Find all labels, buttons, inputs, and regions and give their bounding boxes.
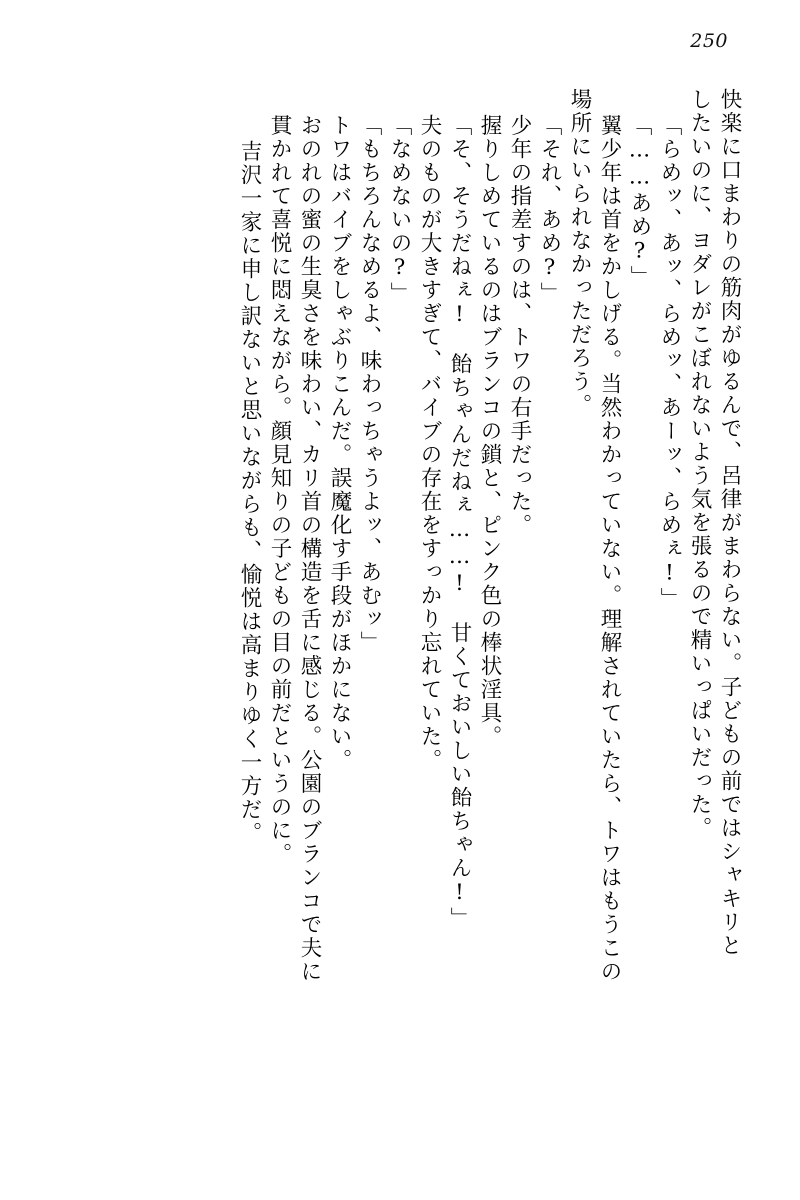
text-column: 翼少年は首をかしげる。当然わかっていない。理解されていたら、トワはもうこの: [597, 114, 622, 984]
text-column: 吉沢一家に申し訳ないと思いながらも、愉悦は高まりゆく一方だ。: [237, 140, 262, 845]
text-column: 「……あめ?」: [627, 114, 652, 289]
text-column: 「らめッ、あッ、らめッ、あーッ、らめぇ!」: [657, 114, 682, 611]
text-column: 貫かれて喜悦に悶えながら。顔見知りの子どもの目の前だというのに。: [267, 114, 292, 866]
page-number: 250: [690, 30, 728, 52]
vertical-text-body: [56, 88, 740, 1128]
text-column: 「そ、そうだねぇ! 飴ちゃんだねぇ……! 甘くておいしい飴ちゃん!」: [447, 114, 472, 931]
text-column: 少年の指差すのは、トワの右手だった。: [507, 114, 532, 537]
text-column: したいのに、ヨダレがこぼれないよう気を張るので精いっぱいだった。: [687, 88, 712, 840]
text-column: 快楽に口まわりの筋肉がゆるんで、呂律がまわらない。子どもの前ではシャキリと: [717, 88, 742, 958]
text-column: 「それ、あめ?」: [537, 114, 562, 306]
text-column: 握りしめているのはブランコの鎖と、ピンク色の棒状淫具。: [477, 114, 502, 749]
text-column: トワはバイブをしゃぶりこんだ。誤魔化す手段がほかにない。: [327, 114, 352, 772]
text-column: 「もちろんなめるよ、味わっちゃうよッ、あむッ」: [357, 114, 382, 655]
text-column: 「なめないの?」: [387, 114, 412, 306]
text-column: 場所にいられなかっただろう。: [567, 88, 592, 417]
text-column: 夫のものが大きすぎて、バイブの存在をすっかり忘れていた。: [417, 114, 442, 772]
text-column: おのれの蜜の生臭さを味わい、カリ首の構造を舌に感じる。公園のブランコで夫に: [297, 114, 322, 984]
